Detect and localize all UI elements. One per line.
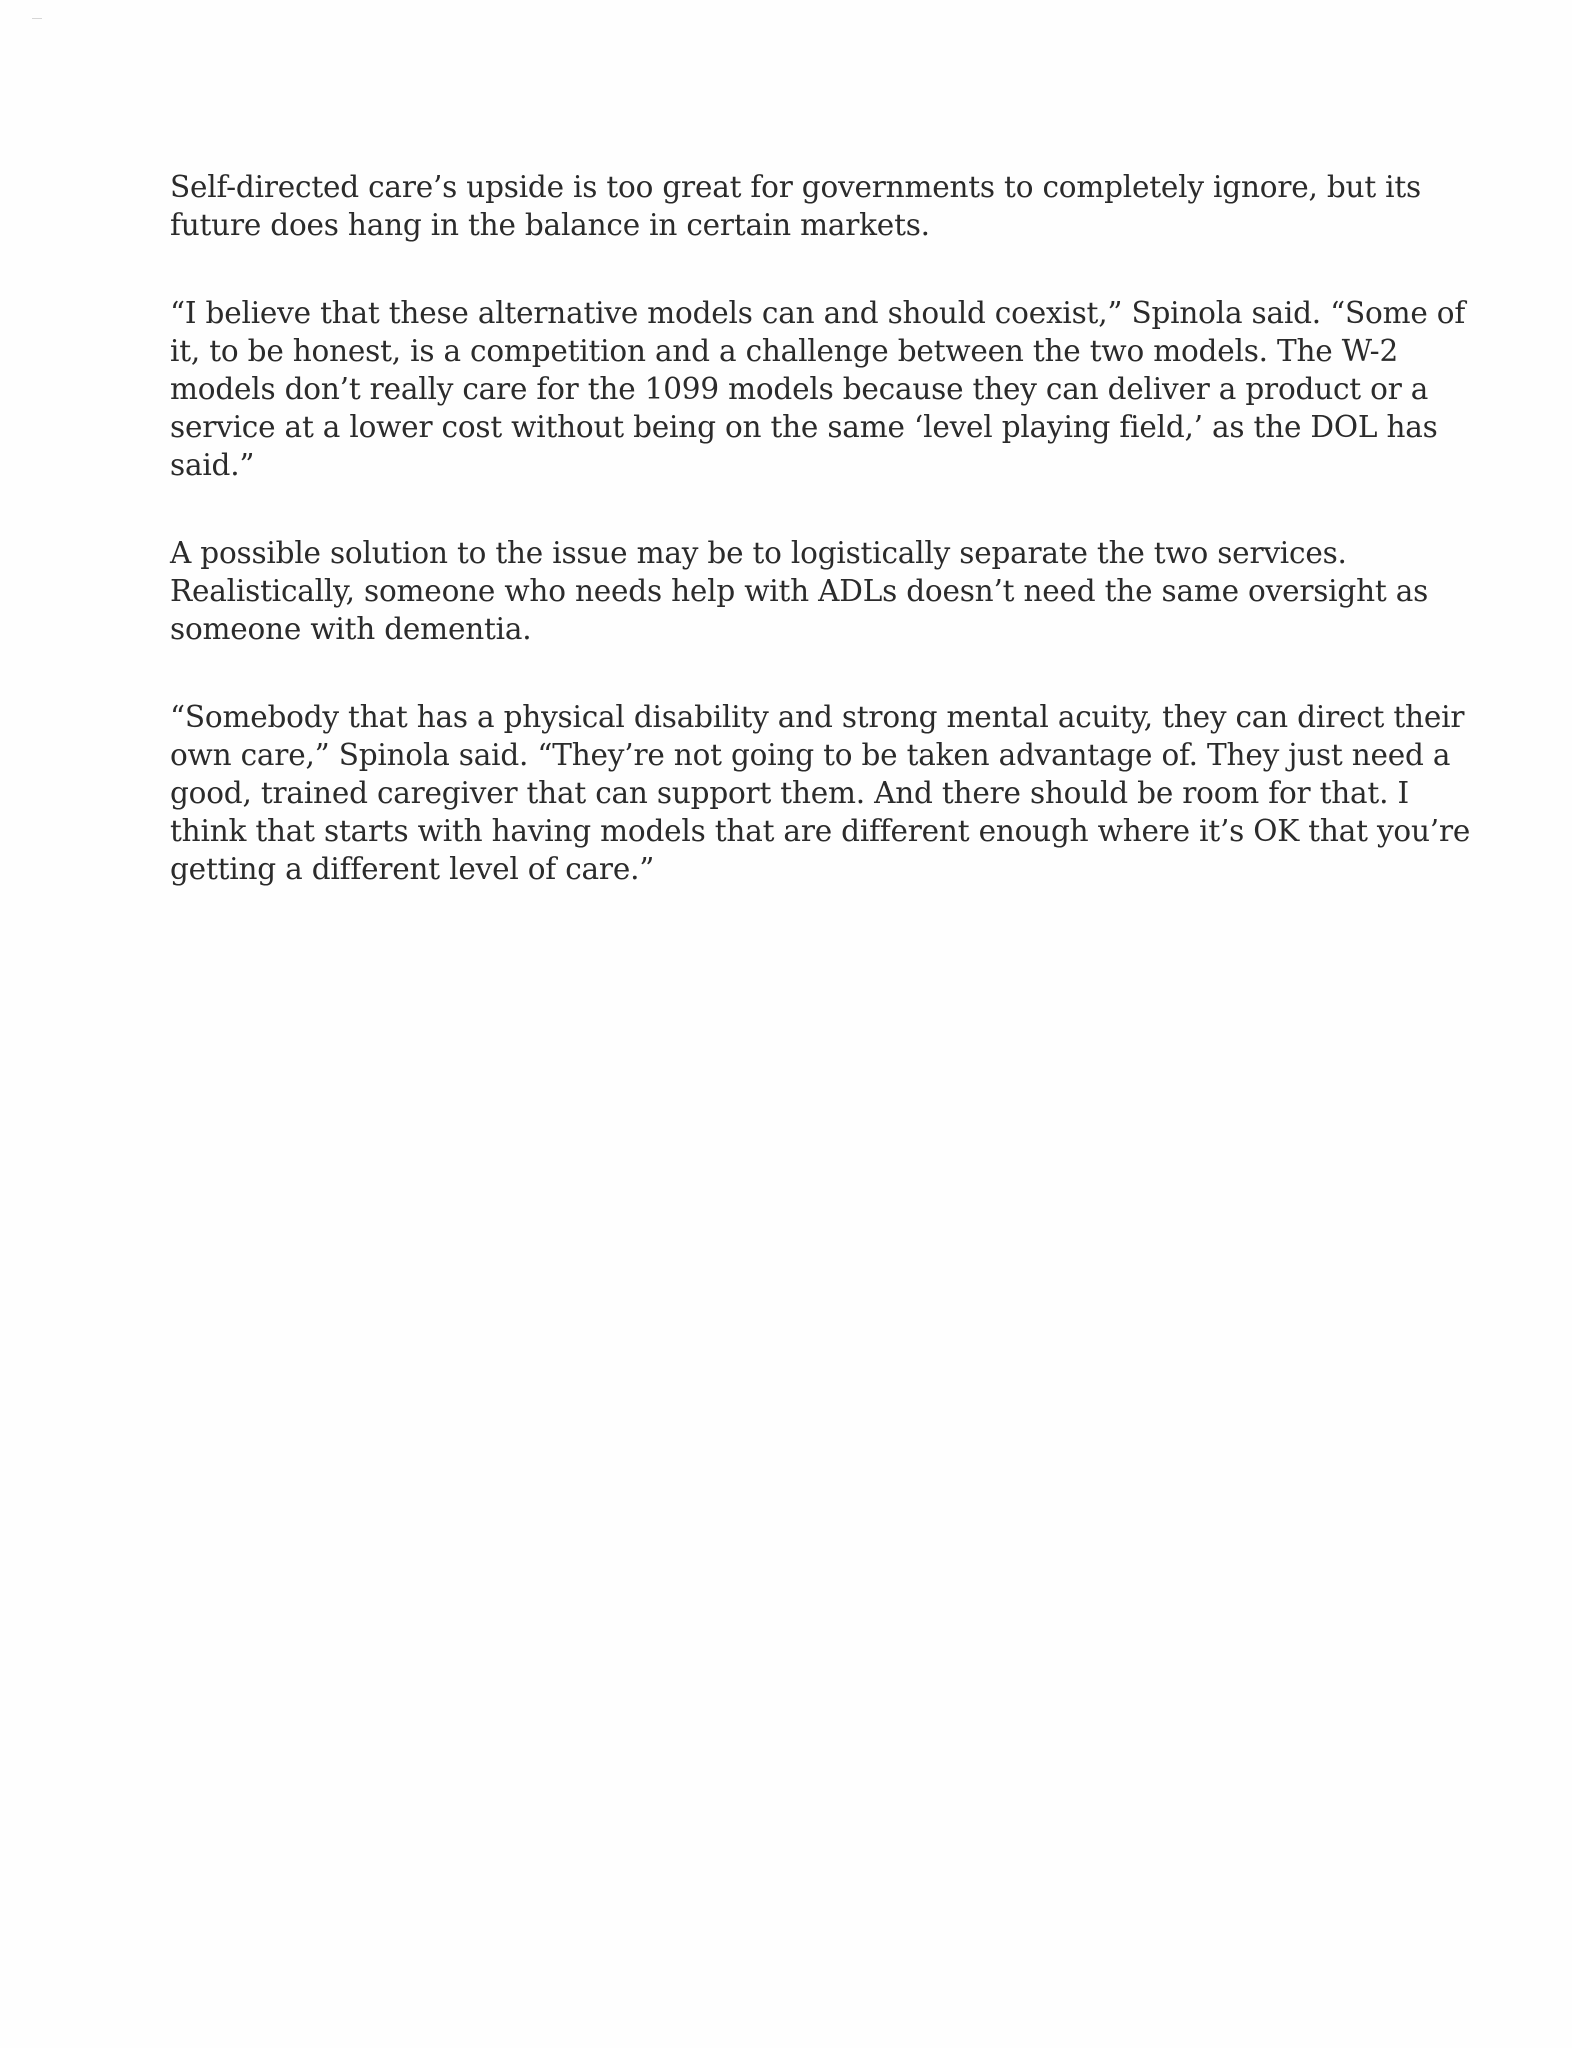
text-line: future does hang in the balance in certain markets. <box>170 208 930 242</box>
text-line: getting a different level of care.” <box>170 852 655 886</box>
text-line: it, to be honest, is a competition and a challenge between the two models. The W-2 <box>170 334 1399 368</box>
text-line: A possible solution to the issue may be to logistically separate the two services. <box>170 536 1347 570</box>
text-line: own care,” Spinola said. “They’re not going to be taken advantage of. They just need a <box>170 738 1451 772</box>
text-line: “Somebody that has a physical disability and strong mental acuity, they can direct their <box>170 700 1465 734</box>
text-line: think that starts with having models that are different enough where it’s OK that you’re <box>170 814 1471 848</box>
article-body <box>170 168 1471 938</box>
paragraph-possible-solution <box>170 534 1430 648</box>
text-line: service at a lower cost without being on the same ‘level playing field,’ as the DOL has <box>170 410 1438 444</box>
scan-mark <box>32 18 42 19</box>
text-line: someone with dementia. <box>170 612 532 646</box>
text-line: said.” <box>170 448 255 482</box>
text-line: “I believe that these alternative models can and should coexist,” Spinola said. “Some of <box>170 296 1466 330</box>
paragraph-spinola-quote-physical-disability <box>170 698 1471 888</box>
paragraph-spinola-quote-coexist <box>170 294 1466 484</box>
text-line: good, trained caregiver that can support them. And there should be room for that. I <box>170 776 1409 810</box>
paragraph-self-directed-care <box>170 168 1430 244</box>
text-line: Self-directed care’s upside is too great for governments to completely ignore, but its <box>170 170 1421 204</box>
text-line: models don’t really care for the 1099 models because they can deliver a product or a <box>170 372 1429 406</box>
text-line: Realistically, someone who needs help with ADLs doesn’t need the same oversight as <box>170 574 1429 608</box>
